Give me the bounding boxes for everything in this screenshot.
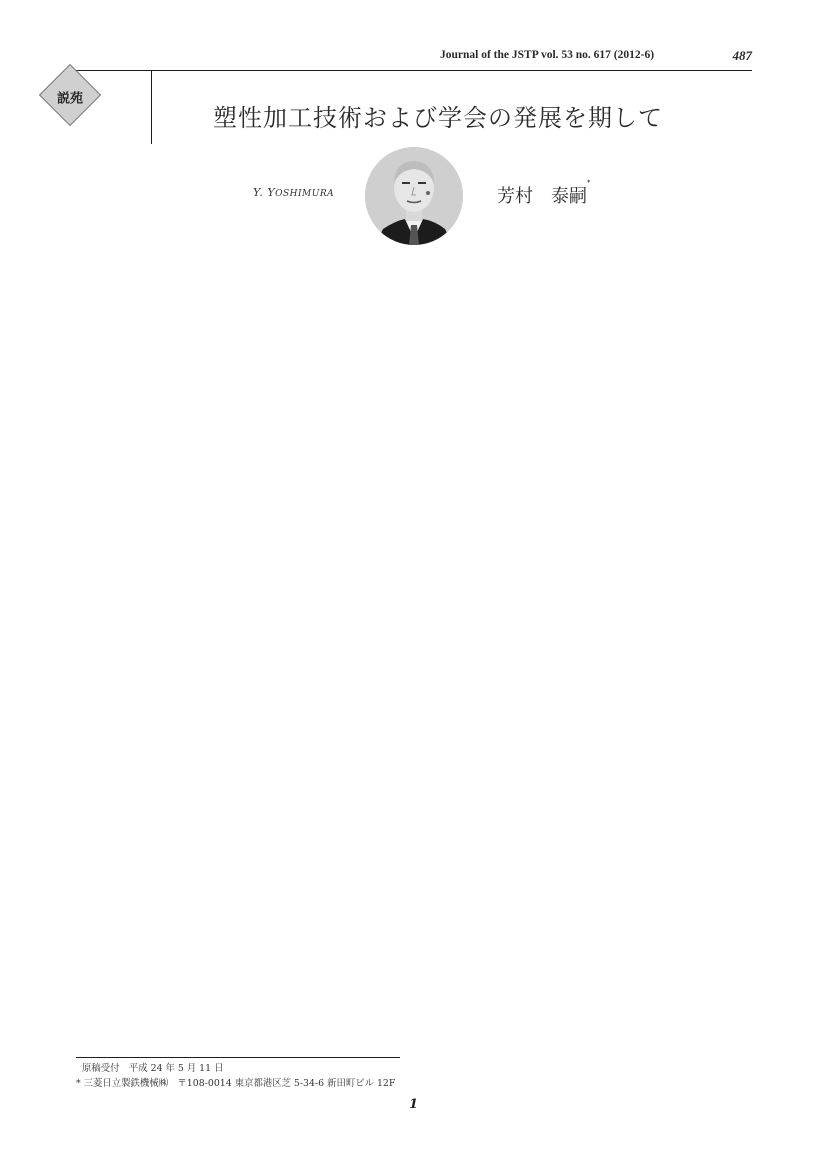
author-affiliation: * 三菱日立製鉄機械㈱ 〒108-0014 東京都港区芝 5-34-6 新田町ビル 12F	[76, 1078, 396, 1089]
footnote-rule	[76, 1057, 400, 1058]
left-column	[76, 268, 400, 1068]
author-name-jp-text: 芳村 泰嗣	[497, 186, 587, 207]
author-name-romaji	[253, 186, 334, 199]
journal-page-number: 487	[732, 48, 752, 63]
author-surname-initial: Y	[267, 186, 276, 199]
author-surname-rest: OSHIMURA	[275, 189, 335, 199]
author-initial: Y.	[253, 186, 268, 199]
received-date: 原稿受付 平成 24 年 5 月 11 日	[82, 1063, 224, 1074]
author-name-japanese	[497, 179, 591, 208]
journal-citation: Journal of the JSTP vol. 53 no. 617 (2012-6)	[440, 49, 655, 61]
affiliation-mark: *	[587, 179, 591, 187]
header-rule	[76, 70, 752, 71]
page-number: 1	[409, 1097, 419, 1112]
right-column	[427, 262, 752, 1102]
article-title: 塑性加工技術および学会の発展を期して	[213, 104, 663, 132]
portrait-icon	[365, 147, 463, 245]
title-divider	[151, 70, 152, 144]
author-photo	[365, 147, 463, 245]
category-badge-label: 説苑	[56, 91, 84, 107]
running-header	[440, 49, 752, 61]
